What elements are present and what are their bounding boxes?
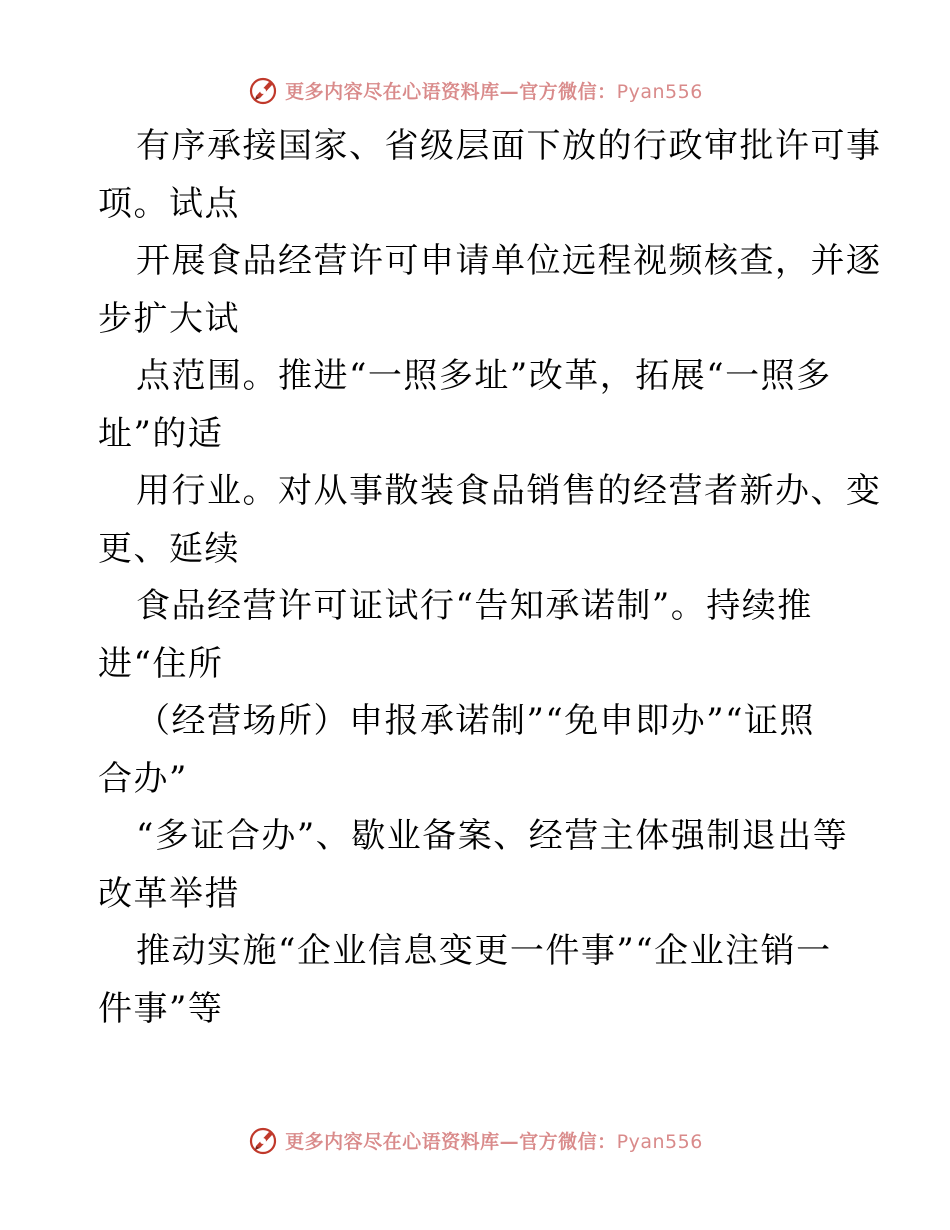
paragraph-line: 有序承接国家、省级层面下放的行政审批许可事: [136, 126, 882, 166]
paragraph: [98, 808, 858, 923]
header-watermark: [0, 70, 950, 110]
paragraph-line: 进“住所: [98, 643, 224, 684]
paragraph-line: 推动实施“企业信息变更一件事”“企业注销一: [136, 931, 832, 971]
paragraph: [98, 578, 858, 693]
paragraph-line: 址”的适: [98, 413, 224, 454]
paragraph-line: 件事”等: [98, 988, 224, 1029]
paragraph-line: 更、延续: [98, 528, 240, 569]
paragraph-line: 点范围。推进“一照多址”改革，拓展“一照多: [136, 356, 832, 396]
paragraph-line: 项。试点: [98, 183, 240, 224]
paragraph-line: 合办”: [98, 758, 188, 799]
pen-circle-logo-icon: [247, 1124, 279, 1156]
watermark-text: 更多内容尽在心语资料库—官方微信：Pyan556: [285, 1130, 703, 1153]
paragraph-line: “多证合办”、歇业备案、经营主体强制退出等: [136, 816, 849, 856]
paragraph: [98, 693, 858, 808]
document-body: [98, 118, 882, 1038]
paragraph-line: 用行业。对从事散装食品销售的经营者新办、变: [136, 471, 882, 511]
paragraph-line: 食品经营许可证试行“告知承诺制”。持续推: [136, 586, 813, 626]
paragraph-line: 改革举措: [98, 873, 240, 914]
paragraph-line: 开展食品经营许可申请单位远程视频核查，并逐: [136, 241, 882, 281]
paragraph: [98, 463, 882, 578]
paragraph: [98, 348, 858, 463]
footer-watermark: [0, 1120, 950, 1160]
paragraph: [98, 923, 858, 1038]
paragraph: [98, 118, 882, 233]
paragraph-line: （经营场所）申报承诺制”“免申即办”“证照: [136, 701, 816, 741]
watermark-text: 更多内容尽在心语资料库—官方微信：Pyan556: [285, 80, 703, 103]
paragraph: [98, 233, 882, 348]
paragraph-line: 步扩大试: [98, 298, 240, 339]
pen-circle-logo-icon: [247, 74, 279, 106]
